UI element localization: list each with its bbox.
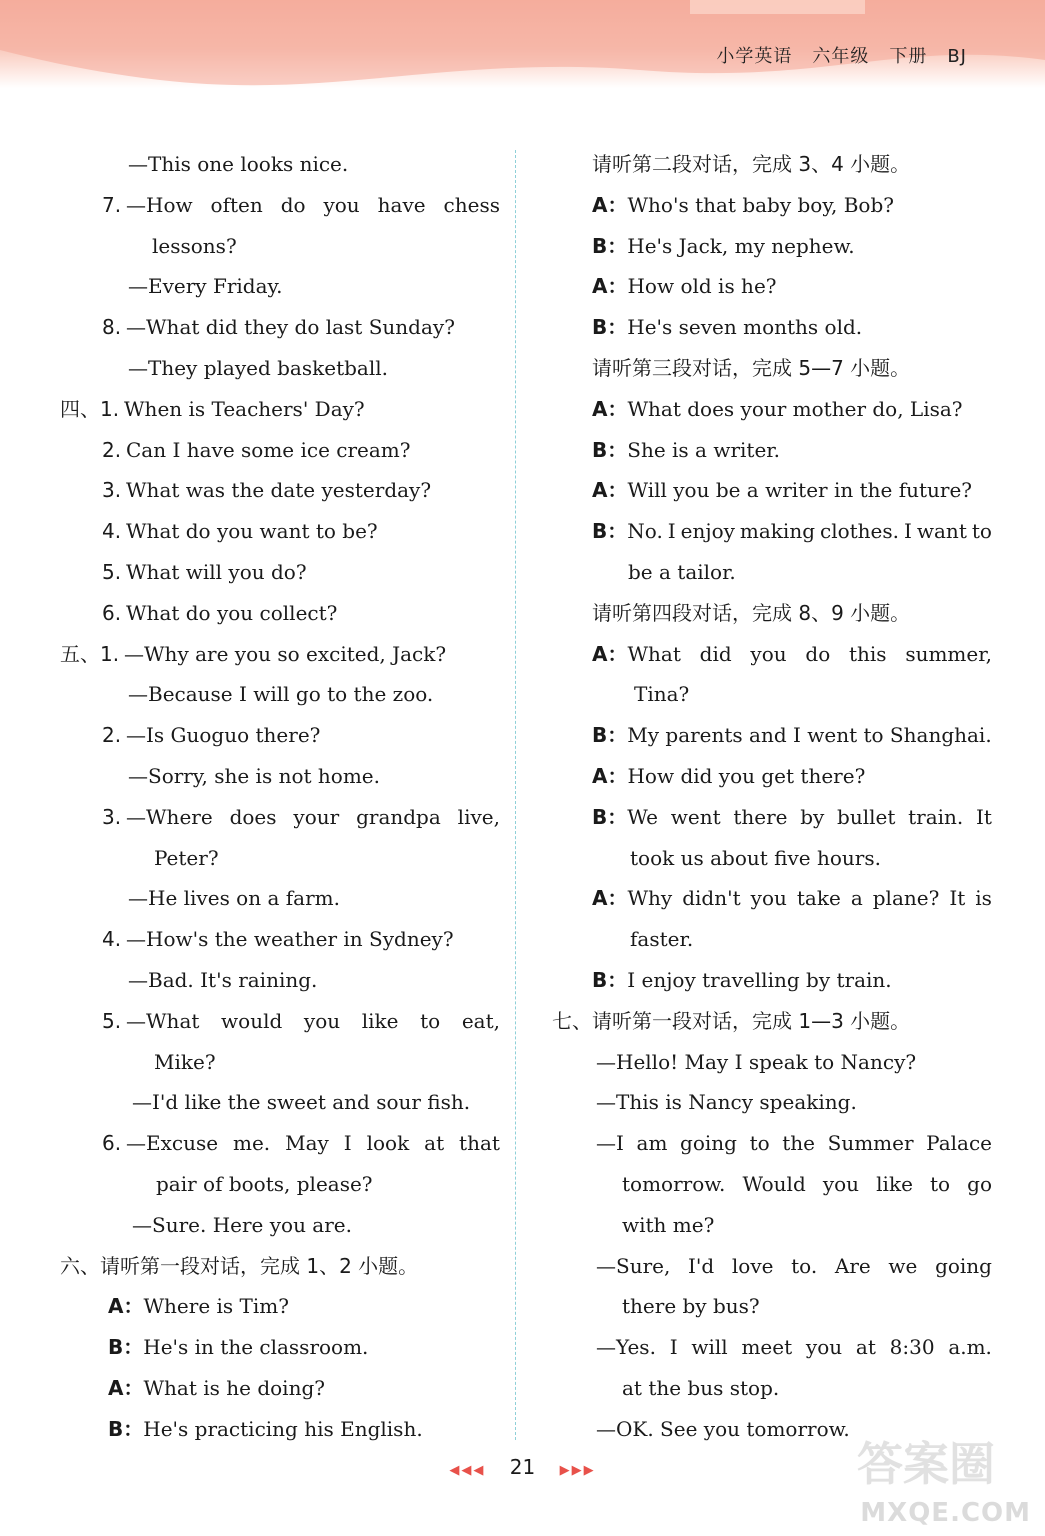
speaker-label: A：: [592, 641, 628, 666]
line-text: My parents and I went to Shanghai.: [627, 723, 992, 748]
speaker-label: A：: [592, 396, 628, 421]
section-number: 四、: [60, 396, 100, 421]
speaker-label: B：: [592, 233, 628, 258]
line-text: —Where does your grandpa live,: [126, 804, 500, 829]
text-line: [108, 1409, 500, 1450]
line-text: —How's the weather in Sydney?: [126, 927, 454, 952]
text-line: [154, 1042, 500, 1083]
line-text: —This one looks nice.: [128, 152, 349, 176]
line-text: Why didn't you take a plane? It is: [627, 886, 992, 911]
text-line: [592, 960, 992, 1001]
text-line: [102, 470, 500, 511]
item-number: 5.: [102, 559, 122, 584]
text-line: [102, 552, 500, 593]
text-line: [630, 919, 992, 960]
line-text: What does your mother do, Lisa?: [627, 396, 963, 421]
section-number: 七、: [552, 1008, 592, 1033]
text-line: [128, 878, 500, 919]
text-line: [552, 1001, 992, 1042]
line-text: —What did they do last Sunday?: [126, 315, 455, 340]
text-line: [592, 348, 992, 389]
text-line: [102, 511, 500, 552]
text-line: [152, 226, 500, 267]
speaker-label: B：: [108, 1335, 144, 1360]
text-line: [622, 1368, 992, 1409]
item-number: 4.: [102, 927, 122, 952]
text-line: [108, 1327, 500, 1368]
text-line: [132, 1082, 500, 1123]
column-divider: [515, 150, 516, 1440]
text-line: [128, 756, 500, 797]
page-number: 21: [509, 1455, 536, 1479]
text-line: [102, 1001, 500, 1042]
item-number: 3.: [102, 478, 122, 503]
text-line: [592, 878, 992, 919]
line-text: Tina?: [634, 682, 690, 707]
line-text: —Because I will go to the zoo.: [128, 682, 434, 707]
text-line: [128, 348, 500, 389]
text-line: [102, 430, 500, 471]
line-text: —Every Friday.: [128, 274, 283, 299]
line-text: be a tailor.: [628, 559, 736, 584]
text-line: [596, 1042, 992, 1083]
watermark-bottom-text: MXQE.COM: [860, 1498, 1031, 1528]
speaker-label: A：: [592, 274, 628, 299]
text-line: [622, 1164, 992, 1205]
text-line: [592, 756, 992, 797]
text-line: [622, 1205, 992, 1246]
speaker-label: A：: [108, 1375, 144, 1400]
item-number: 6.: [102, 1131, 122, 1156]
line-text: —He lives on a farm.: [128, 886, 340, 911]
text-line: [592, 307, 992, 348]
item-number: 1.: [100, 641, 120, 666]
line-text: What did you do this summer,: [627, 641, 992, 666]
text-line: [592, 715, 992, 756]
line-text: No. I enjoy making clothes. I want to: [627, 519, 992, 544]
item-number: 1.: [100, 396, 120, 421]
line-text: Mike?: [154, 1049, 216, 1074]
header-grade: 六年级: [812, 46, 870, 67]
watermark-logo: [855, 1437, 1035, 1530]
text-line: [156, 1164, 500, 1205]
line-text: He's in the classroom.: [143, 1335, 369, 1360]
instruction-text: 请听第二段对话，完成 3、4 小题。: [592, 152, 911, 176]
line-text: —Why are you so excited, Jack?: [124, 641, 447, 666]
text-line: [630, 838, 992, 879]
text-line: [592, 634, 992, 675]
instruction-text: 请听第三段对话，完成 5—7 小题。: [592, 355, 911, 380]
text-line: [592, 389, 992, 430]
line-text: —Hello! May I speak to Nancy?: [596, 1049, 917, 1074]
line-text: What do you want to be?: [126, 519, 378, 544]
header-edition: BJ: [947, 46, 967, 67]
text-line: [108, 1368, 500, 1409]
text-line: [60, 389, 500, 430]
line-text: Peter?: [154, 845, 219, 870]
line-text: —They played basketball.: [128, 355, 388, 380]
text-line: [102, 715, 500, 756]
text-line: [102, 307, 500, 348]
line-text: We went there by bullet train. It: [627, 804, 992, 829]
line-text: —Is Guoguo there?: [126, 723, 321, 748]
instruction-text: 请听第一段对话，完成 1、2 小题。: [100, 1253, 419, 1278]
line-text: How did you get there?: [627, 763, 866, 788]
text-line: [592, 593, 992, 634]
text-line: [592, 266, 992, 307]
item-number: 8.: [102, 315, 122, 340]
text-line: [596, 1327, 992, 1368]
text-line: [628, 552, 992, 593]
section-number: 五、: [60, 641, 100, 666]
line-text: Will you be a writer in the future?: [627, 478, 973, 503]
right-arrows-icon: ▶▶▶: [559, 1463, 596, 1478]
line-text: —OK. See you tomorrow.: [596, 1416, 850, 1441]
text-line: [592, 144, 992, 185]
speaker-label: B：: [592, 804, 628, 829]
header-title: [696, 42, 967, 68]
line-text: How old is he?: [627, 274, 777, 299]
speaker-label: A：: [592, 192, 628, 217]
text-line: [128, 674, 500, 715]
line-text: Can I have some ice cream?: [126, 437, 411, 462]
item-number: 6.: [102, 600, 122, 625]
speaker-label: B：: [108, 1416, 144, 1441]
text-line: [102, 1123, 500, 1164]
text-line: [592, 470, 992, 511]
speaker-label: B：: [592, 437, 628, 462]
text-line: [128, 960, 500, 1001]
line-text: —I am going to the Summer Palace: [596, 1131, 992, 1156]
item-number: 2.: [102, 723, 122, 748]
line-text: took us about five hours.: [630, 845, 881, 870]
line-text: —I'd like the sweet and sour fish.: [132, 1090, 471, 1115]
line-text: What is he doing?: [143, 1375, 325, 1400]
text-line: [102, 185, 500, 226]
text-line: [108, 1286, 500, 1327]
text-line: [60, 1246, 500, 1287]
line-text: there by bus?: [622, 1294, 760, 1319]
text-line: [634, 674, 992, 715]
speaker-label: B：: [592, 315, 628, 340]
line-text: What do you collect?: [126, 600, 338, 625]
line-text: —Sorry, she is not home.: [128, 763, 380, 788]
header-subject: 小学英语: [716, 46, 793, 67]
line-text: —How often do you have chess: [126, 192, 500, 217]
text-line: [592, 511, 992, 552]
line-text: He's Jack, my nephew.: [627, 233, 855, 258]
text-line: [622, 1286, 992, 1327]
line-text: I enjoy travelling by train.: [627, 967, 892, 992]
line-text: —Yes. I will meet you at 8:30 a.m.: [596, 1335, 992, 1360]
left-column: [60, 144, 500, 1450]
instruction-text: 请听第一段对话，完成 1—3 小题。: [592, 1008, 911, 1033]
line-text: —What would you like to eat,: [126, 1008, 500, 1033]
item-number: 5.: [102, 1008, 122, 1033]
line-text: What was the date yesterday?: [126, 478, 432, 503]
text-line: [596, 1246, 992, 1287]
text-line: [60, 634, 500, 675]
speaker-label: B：: [592, 723, 628, 748]
speaker-label: A：: [592, 763, 628, 788]
item-number: 2.: [102, 437, 122, 462]
speaker-label: B：: [592, 967, 628, 992]
text-line: [102, 593, 500, 634]
line-text: Who's that baby boy, Bob?: [627, 192, 894, 217]
speaker-label: A：: [108, 1294, 144, 1319]
line-text: —Bad. It's raining.: [128, 967, 318, 992]
header-volume: 下册: [889, 46, 928, 67]
text-line: [592, 226, 992, 267]
text-line: [592, 185, 992, 226]
line-text: faster.: [630, 927, 694, 952]
line-text: —Sure. Here you are.: [132, 1212, 352, 1237]
line-text: at the bus stop.: [622, 1375, 780, 1400]
right-column: [552, 144, 992, 1450]
watermark-top-text: 答案圈: [857, 1437, 995, 1491]
left-arrows-icon: ◀◀◀: [449, 1463, 486, 1478]
text-line: [596, 1082, 992, 1123]
text-line: [592, 430, 992, 471]
text-line: [596, 1123, 992, 1164]
instruction-text: 请听第四段对话，完成 8、9 小题。: [592, 600, 911, 625]
text-line: [154, 838, 500, 879]
line-text: What will you do?: [126, 559, 307, 584]
text-line: [132, 1205, 500, 1246]
text-line: [102, 797, 500, 838]
line-text: He's practicing his English.: [143, 1416, 423, 1441]
speaker-label: A：: [592, 886, 628, 911]
line-text: When is Teachers' Day?: [124, 396, 365, 421]
text-line: [592, 797, 992, 838]
text-line: [102, 919, 500, 960]
line-text: —Excuse me. May I look at that: [126, 1131, 500, 1156]
section-number: 六、: [60, 1253, 100, 1278]
line-text: pair of boots, please?: [156, 1171, 373, 1196]
text-line: [128, 266, 500, 307]
line-text: She is a writer.: [627, 437, 780, 462]
item-number: 3.: [102, 804, 122, 829]
item-number: 7.: [102, 192, 122, 217]
line-text: Where is Tim?: [143, 1294, 289, 1319]
line-text: He's seven months old.: [627, 315, 863, 340]
line-text: lessons?: [152, 233, 237, 258]
speaker-label: B：: [592, 519, 628, 544]
text-line: [128, 144, 500, 185]
line-text: tomorrow. Would you like to go: [622, 1171, 992, 1196]
speaker-label: A：: [592, 478, 628, 503]
line-text: —This is Nancy speaking.: [596, 1090, 857, 1115]
line-text: with me?: [622, 1212, 715, 1237]
item-number: 4.: [102, 519, 122, 544]
line-text: —Sure, I'd love to. Are we going: [596, 1253, 992, 1278]
